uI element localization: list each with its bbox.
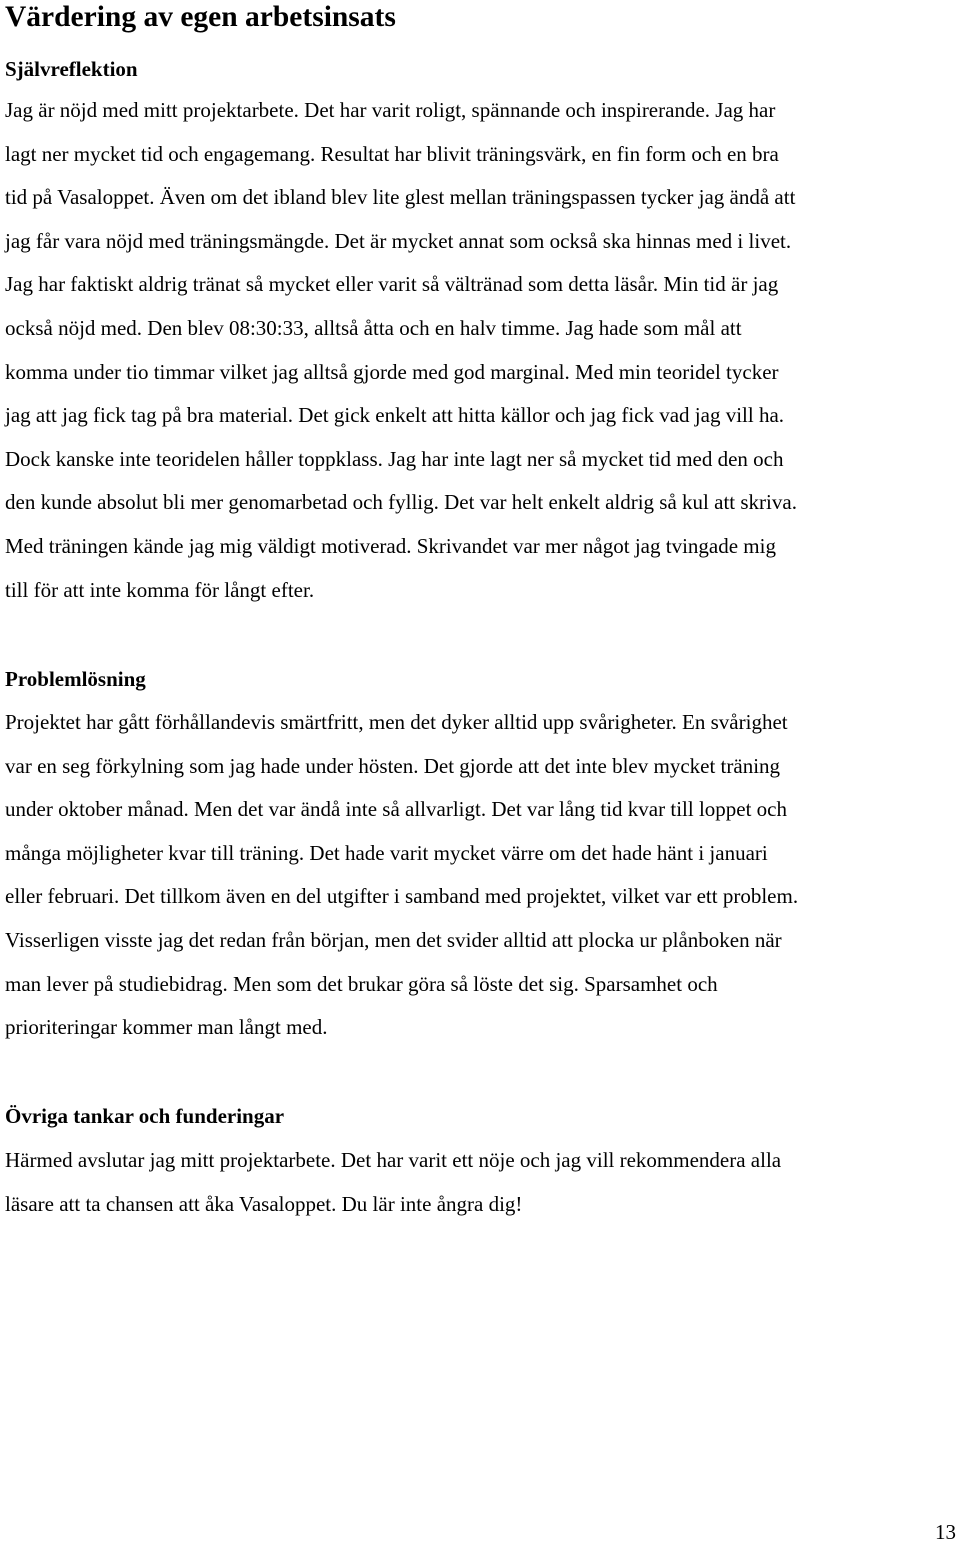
text-line: lagt ner mycket tid och engagemang. Resultat har blivit träningsvärk, en fin form och en bra [5, 141, 779, 166]
text-line: under oktober månad. Men det var ändå inte så allvarligt. Det var lång tid kvar till loppet och [5, 797, 788, 822]
text-line: var en seg förkylning som jag hade under hösten. Det gjorde att det inte blev mycket träning [5, 753, 781, 778]
text-line: man lever på studiebidrag. Men som det brukar göra så löste det sig. Sparsamhet och [5, 971, 718, 996]
page-number: 13 [935, 1520, 956, 1544]
text-line: den kunde absolut bli mer genomarbetad och fyllig. Det var helt enkelt aldrig så kul att skriva. [5, 490, 797, 515]
text-line: Härmed avslutar jag mitt projektarbete. Det har varit ett nöje och jag vill rekommendera alla [5, 1148, 782, 1172]
text-line: Jag är nöjd med mitt projektarbete. Det har varit roligt, spännande och inspirerande. Jag har [5, 98, 776, 122]
section-body-ovriga-tankar [5, 1139, 957, 1226]
text-line: eller februari. Det tillkom även en del utgifter i samband med projektet, vilket var ett problem. [5, 884, 799, 909]
text-line: många möjligheter kvar till träning. Det hade varit mycket värre om det hade hänt i januari [5, 840, 768, 865]
text-line: Projektet har gått förhållandevis smärtfritt, men det dyker alltid upp svårigheter. En svårighet [5, 710, 788, 734]
text-line: Dock kanske inte teoridelen håller toppklass. Jag har inte lagt ner så mycket tid med den och [5, 446, 784, 471]
text-line: komma under tio timmar vilket jag alltså gjorde med god marginal. Med min teoridel tycker [5, 359, 779, 384]
section-body-sjalvreflektion [5, 89, 957, 612]
text-line: också nöjd med. Den blev 08:30:33, alltså åtta och en halv timme. Jag hade som mål att [5, 315, 742, 340]
section-body-problemlosning [5, 701, 957, 1050]
text-line: tid på Vasaloppet. Även om det ibland blev lite glest mellan träningspassen tycker jag ändå att [5, 185, 796, 210]
page-title: Värdering av egen arbetsinsats [5, 1, 396, 33]
text-line: läsare att ta chansen att åka Vasaloppet. Du lär inte ångra dig! [5, 1191, 523, 1216]
text-line: Jag har faktiskt aldrig tränat så mycket eller varit så vältränad som detta läsår. Min tid är jag [5, 272, 779, 297]
text-line: jag att jag fick tag på bra material. Det gick enkelt att hitta källor och jag fick vad jag vill ha. [5, 403, 785, 428]
text-line: till för att inte komma för långt efter. [5, 577, 315, 602]
section-heading-sjalvreflektion: Självreflektion [5, 57, 138, 81]
text-line: prioriteringar kommer man långt med. [5, 1015, 328, 1040]
text-line: Med träningen kände jag mig väldigt motiverad. Skrivandet var mer något jag tvingade mig [5, 533, 776, 558]
text-line: Visserligen visste jag det redan från början, men det svider alltid att plocka ur plånboken när [5, 927, 782, 952]
section-heading-problemlosning: Problemlösning [5, 667, 146, 691]
section-heading-ovriga-tankar: Övriga tankar och funderingar [5, 1104, 285, 1128]
text-line: jag får vara nöjd med träningsmängde. Det är mycket annat som också ska hinnas med i livet. [5, 228, 792, 253]
